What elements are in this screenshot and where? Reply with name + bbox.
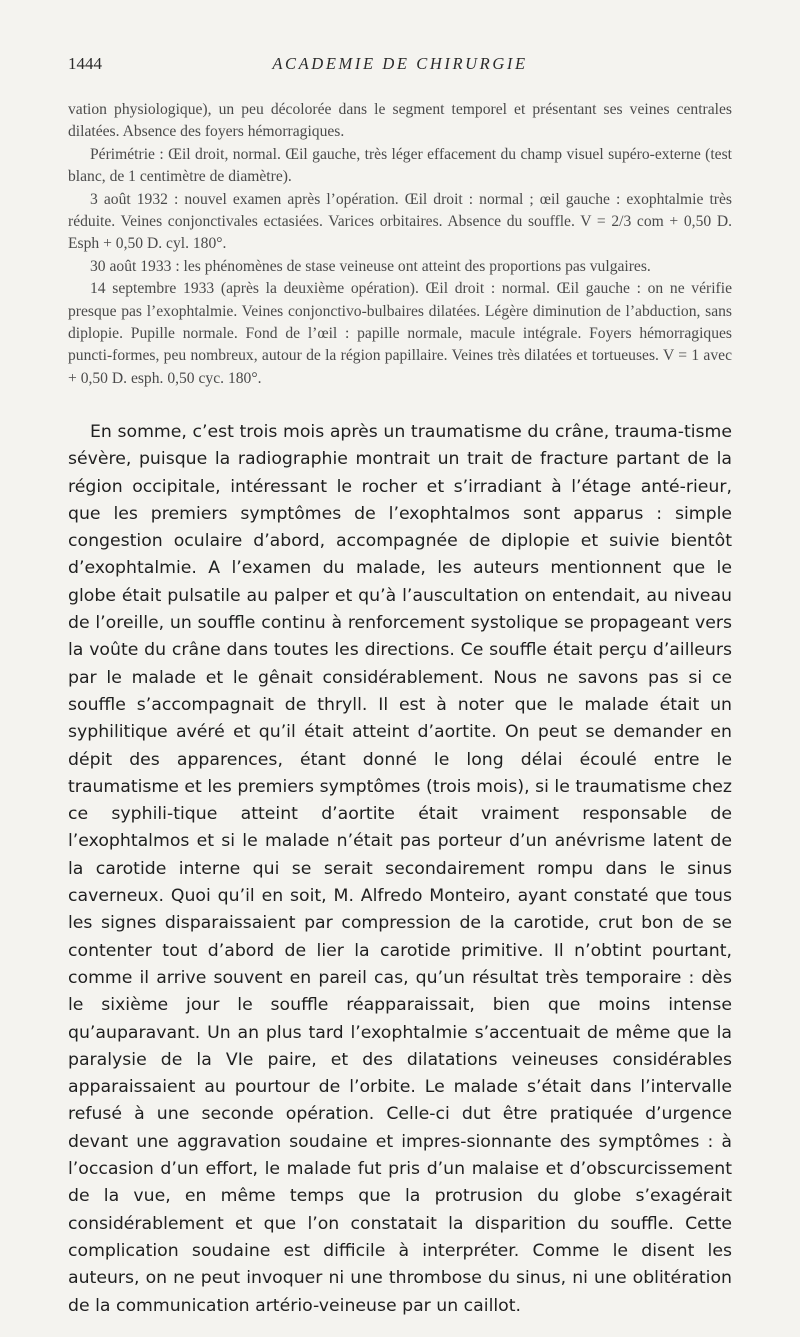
page-number: 1444 bbox=[68, 54, 102, 73]
running-title: ACADEMIE DE CHIRURGIE bbox=[272, 54, 528, 73]
clinical-notes bbox=[68, 99, 732, 390]
clinical-note-paragraph: 14 septembre 1933 (après la deuxième opération). Œil droit : normal. Œil gauche : on ne vérifie presque pas l’exophtalmie. Veines conjonctivo-bulbaires dilatées. Légère diminution de l’abduction, sans diplopie. Pupille normale. Fond de l’œil : papille normale, macule intégrale. Foyers hémorragiques puncti-formes, peu nombreux, autour de la région papillaire. Veines très dilatées et tortueuses. V = 1 avec + 0,50 D. esph. 0,50 cyc. 180°. bbox=[68, 280, 732, 387]
clinical-note-paragraph: 30 août 1933 : les phénomènes de stase veineuse ont atteint des proportions pas vulgaires. bbox=[90, 257, 651, 275]
clinical-note-paragraph: 3 août 1932 : nouvel examen après l’opération. Œil droit : normal ; œil gauche : exophtalmie très réduite. Veines conjonctivales ectasiées. Varices orbitaires. Absence du souffle. V = 2/3 com + 0,50 D. Esph + 0,50 D. cyl. 180°. bbox=[68, 190, 732, 253]
clinical-note-paragraph: vation physiologique), un peu décolorée dans le segment temporel et présentant ses veines centrales dilatées. Absence des foyers hémorragiques. bbox=[68, 101, 732, 141]
clinical-note-paragraph: Périmétrie : Œil droit, normal. Œil gauche, très léger effacement du champ visuel supéro-externe (test blanc, de 1 centimètre de diamètre). bbox=[68, 145, 732, 186]
page-header bbox=[68, 54, 732, 78]
main-paragraph: En somme, c’est trois mois après un traumatisme du crâne, trauma-tisme sévère, puisque la radiographie montrait un trait de fracture partant de la région occipitale, intéressant le rocher et s’irradiant à l’étage anté-rieur, que les premiers symptômes de l’exophtalmos sont apparus : simple congestion oculaire d’abord, accompagnée de diplopie et suivie bientôt d’exophtalmie. A l’examen du malade, les auteurs mentionnent que le globe était pulsatile au palper et qu’à l’auscultation on entendait, au niveau de l’oreille, un souffle continu à renforcement systolique se propageant vers la voûte du crâne dans toutes les directions. Ce souffle était perçu d’ailleurs par le malade et le gênait considérablement. Nous ne savons pas si ce souffle s’accompagnait de thryll. Il est à noter que le malade était un syphilitique avéré et qu’il était atteint d’aortite. On peut se demander en dépit des apparences, étant donné le long délai écoulé entre le traumatisme et les premiers symptômes (trois mois), si le traumatisme chez ce syphili-tique atteint d’aortite était vraiment responsable de l’exophtalmos et si le malade n’était pas porteur d’un anévrisme latent de la carotide interne qui se serait secondairement rompu dans le sinus caverneux. Quoi qu’il en soit, M. Alfredo Monteiro, ayant constaté que tous les signes disparaissaient par compression de la carotide, crut bon de se contenter tout d’abord de lier la carotide primitive. Il n’obtint pourtant, comme il arrive souvent en pareil cas, qu’un résultat très temporaire : dès le sixième jour le souffle réapparaissait, bien que moins intense qu’auparavant. Un an plus tard l’exophtalmie s’accentuait de même que la paralysie de la VIe paire, et des dilatations veineuses considérables apparaissaient au pourtour de l’orbite. Le malade s’était dans l’intervalle refusé à une seconde opération. Celle-ci dut être pratiquée d’urgence devant une aggravation soudaine et impres-sionnante des symptômes : à l’occasion d’un effort, le malade fut pris d’un malaise et d’obscurcissement de la vue, en même temps que la protrusion du globe s’exagérait considérablement et que l’on constatait la disparition du souffle. Cette complication soudaine est difficile à interpréter. Comme le disent les auteurs, on ne peut invoquer ni une thrombose du sinus, ni une oblitération de la communication artério-veineuse par un caillot. bbox=[68, 422, 732, 1316]
main-text-block bbox=[68, 419, 732, 1320]
